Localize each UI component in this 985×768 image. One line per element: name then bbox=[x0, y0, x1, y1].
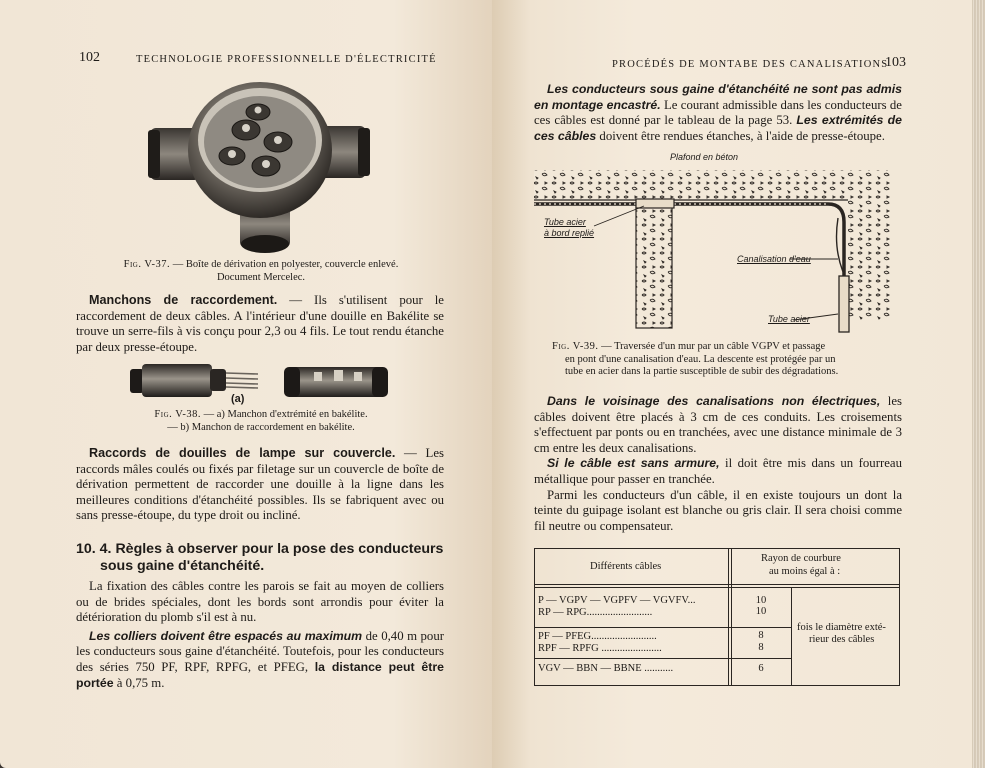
right-body-block bbox=[534, 394, 902, 534]
figure-39-caption-line2: en pont d'une canalisation d'eau. La descente est protégée par un bbox=[565, 353, 836, 365]
page-number: 102 bbox=[79, 50, 100, 65]
table-row-value: 8 bbox=[758, 642, 764, 653]
voisinage-paragraph bbox=[534, 394, 902, 456]
section-heading bbox=[76, 541, 456, 575]
table-row-value: 6 bbox=[758, 663, 764, 674]
page-number-right: 103 bbox=[885, 55, 906, 70]
colliers-text2: à 0,75 m. bbox=[113, 675, 165, 690]
section-heading-line2: sous gaine d'étanchéité. bbox=[100, 558, 265, 574]
label-tube-acier: Tube acier bbox=[768, 314, 810, 324]
armure-italic: Si le câble est sans armure, bbox=[547, 456, 720, 471]
figure-38-label: Fig. V-38. bbox=[154, 409, 201, 420]
figure-38-caption-line1: — a) Manchon d'extrémité en bakélite. bbox=[200, 409, 368, 420]
colliers-paragraph bbox=[76, 629, 444, 691]
table-note-line2: rieur des câbles bbox=[809, 634, 875, 645]
intro-text2: doivent être rendues étanches, à l'aide de presse-étoupe. bbox=[596, 128, 885, 143]
voisinage-italic: Dans le voisinage des canalisations non électriques, bbox=[547, 394, 881, 408]
table-row-cable: P — VGPV — VGPFV — VGVFV... bbox=[538, 595, 696, 606]
manchons-paragraph bbox=[76, 293, 444, 355]
running-head: TECHNOLOGIE PROFESSIONNELLE D'ÉLECTRICITÉ bbox=[136, 54, 437, 65]
raccords-paragraph bbox=[76, 446, 444, 524]
table-header-radius-line2: au moins égal à : bbox=[769, 566, 841, 577]
figure-37-label: Fig. V-37. bbox=[123, 259, 171, 270]
figure-37-caption bbox=[96, 259, 426, 284]
junction-box-figure bbox=[138, 70, 378, 255]
colliers-italic: Les colliers doivent être espacés au maximum bbox=[89, 628, 363, 643]
fixation-paragraph: La fixation des câbles contre les parois se fait au moyen de colliers ou de brides spéciales, dont les bords sont arrondis pour éviter la détérioration du plomb s'il est à nu. bbox=[76, 579, 444, 625]
figure-39-caption bbox=[552, 341, 892, 379]
armure-text: il doit être mis dans un fourreau métallique pour passer en tranchée. bbox=[534, 456, 902, 486]
manchons-text: — Ils s'utilisent pour le raccordement de deux câbles. A l'intérieur d'une douille en Bakélite se trouve un serre-fils à vis conçu pour 2,3 ou 4 fils. Le tout rendu étanche par deux presse-étoupe. bbox=[76, 293, 444, 354]
intro-italic: Les conducteurs sous gaine d'étanchéité ne sont pas admis en montage encastré. bbox=[534, 82, 902, 112]
figure-38-tag-a: (a) bbox=[231, 393, 245, 405]
table-row-cable: RP — RPG......................... bbox=[538, 607, 653, 618]
left-body-block bbox=[76, 579, 444, 691]
figure-37-caption-line2: Document Mercelec. bbox=[216, 271, 306, 283]
bending-radius-table bbox=[534, 548, 900, 686]
table-header-radius-line1: Rayon de courbure bbox=[761, 553, 841, 564]
table-row-value: 10 bbox=[755, 595, 767, 606]
figure-39-caption-line1: — Traversée d'un mur par un câble VGPV et passage bbox=[598, 341, 826, 352]
section-heading-line1: 10. 4. Règles à observer pour la pose des conducteurs bbox=[76, 541, 444, 557]
label-canalisation: Canalisation d'eau bbox=[737, 254, 811, 264]
colliers-bold: la distance peut être portée bbox=[76, 659, 444, 690]
intro-paragraph bbox=[534, 82, 902, 144]
voisinage-text: les câbles doivent être placés à 3 cm de ces conduits. Les croisements s'effectuent par ponts ou en tranchées, avec une distance minimale de 3 cm entre les deux canalisations. bbox=[534, 394, 903, 455]
manchons-figure bbox=[128, 360, 393, 402]
table-row-cable: PF — PFEG......................... bbox=[538, 631, 657, 642]
raccords-heading: Raccords de douilles de lampe sur couvercle. bbox=[89, 446, 396, 460]
running-head-right: PROCÉDÉS DE MONTABE DES CANALISATIONS bbox=[612, 59, 889, 70]
wall-crossing-diagram bbox=[532, 166, 902, 336]
label-tube-acier-bord-line1: Tube acier bbox=[544, 217, 586, 227]
colliers-text1: de 0,40 m pour les conducteurs sous gaine d'étanchéité. Toutefois, pour les conducteurs des séries 750 PF, RPF, RPFG, et PFEG, bbox=[76, 628, 444, 674]
neutre-paragraph: Parmi les conducteurs d'un câble, il en existe toujours un dont la teinte du guipage isolant est blanche ou gris clair. Il sera choisi comme fil neutre ou compensateur. bbox=[534, 487, 902, 533]
table-row-value: 8 bbox=[758, 630, 764, 641]
figure-39-label: Fig. V-39. bbox=[552, 341, 599, 352]
manchons-heading: Manchons de raccordement. bbox=[89, 293, 278, 307]
left-page bbox=[0, 0, 492, 768]
table-note-line1: fois le diamètre exté- bbox=[797, 622, 886, 633]
label-tube-acier-bord bbox=[544, 217, 594, 238]
raccords-text: — Les raccords mâles coulés ou fixés par filetage sur un couvercle de boîte de dérivation permettent de raccorder une douille à la ligne dans les meilleures conditions d'étanchéité possibles. Ils se fabriquent avec ou sans presse-étoupe, du type droit ou incliné. bbox=[76, 446, 444, 523]
intro-text1: Le courant admissible dans les conducteurs de ces câbles est donné par le tableau de la page 53. bbox=[534, 97, 902, 128]
table-header-cables: Différents câbles bbox=[590, 561, 662, 572]
label-plafond: Plafond en béton bbox=[670, 152, 739, 162]
intro-italic2: Les extrémités de ces câbles bbox=[534, 113, 902, 143]
page-edges bbox=[972, 0, 985, 768]
armure-paragraph bbox=[534, 456, 902, 487]
figure-38-caption-line2: — b) Manchon de raccordement en bakélite. bbox=[167, 421, 355, 433]
table-row-cable: VGV — BBN — BBNE ........... bbox=[538, 663, 674, 674]
table-row-cable: RPF — RPFG ....................... bbox=[538, 643, 662, 654]
figure-37-caption-line1: — Boîte de dérivation en polyester, couvercle enlevé. bbox=[170, 259, 399, 270]
figure-38-caption bbox=[96, 409, 426, 434]
table-row-value: 10 bbox=[755, 606, 767, 617]
figure-39-caption-line3: tube en acier dans la partie susceptible de subir des dégradations. bbox=[565, 366, 839, 377]
label-tube-acier-bord-line2: à bord replié bbox=[544, 227, 595, 238]
